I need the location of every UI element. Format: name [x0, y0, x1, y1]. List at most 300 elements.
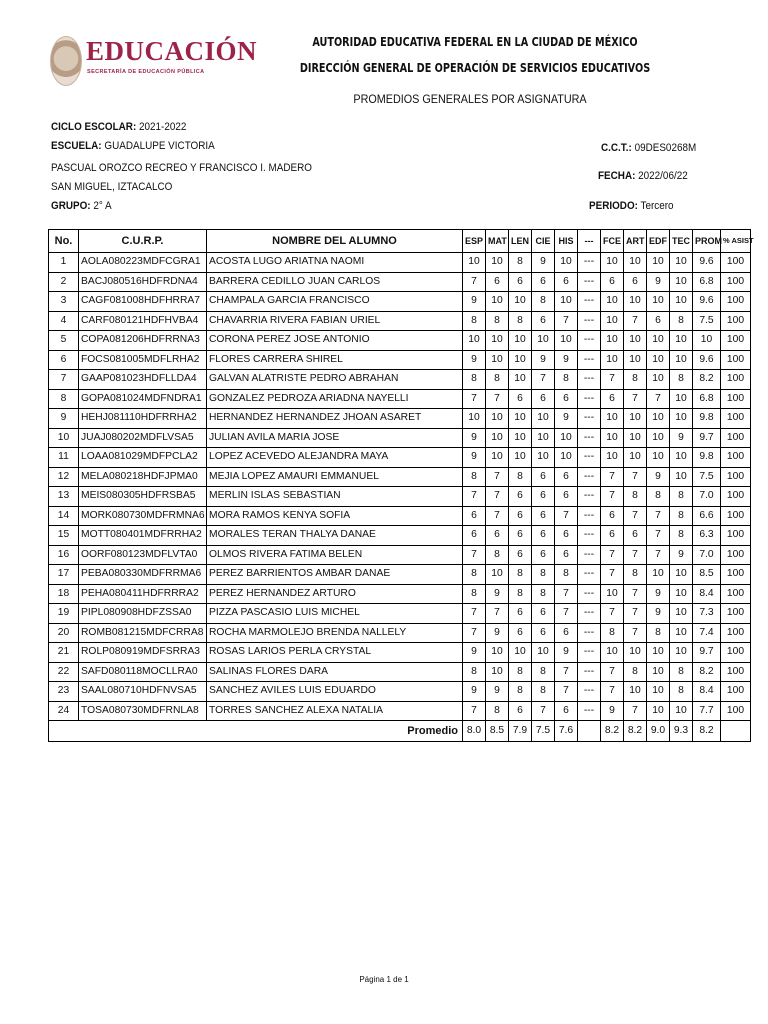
student-name-cell: ACOSTA LUGO ARIATNA NAOMI	[207, 253, 463, 273]
grupo-value: 2° A	[93, 200, 112, 212]
grade-cell: ---	[578, 643, 601, 663]
grade-cell: 7	[624, 623, 647, 643]
grade-cell: 8	[670, 682, 693, 702]
grade-cell: 10	[486, 565, 509, 585]
row-number: 3	[49, 292, 79, 312]
col-header: ART	[624, 230, 647, 253]
average-cell: 8.2	[624, 721, 647, 742]
grade-cell: 9	[555, 409, 578, 429]
grade-cell: 9	[463, 428, 486, 448]
grade-cell: 10	[555, 292, 578, 312]
grade-cell: 9	[601, 701, 624, 721]
table-row	[49, 370, 751, 390]
grade-cell: 9	[647, 272, 670, 292]
grade-cell: 6	[555, 467, 578, 487]
grade-cell: 8	[532, 292, 555, 312]
grade-cell: ---	[578, 467, 601, 487]
grade-cell: ---	[578, 623, 601, 643]
curp-cell: PEHA080411HDFRRRA2	[79, 584, 207, 604]
periodo-label: PERIODO:	[589, 200, 638, 212]
grade-cell: ---	[578, 682, 601, 702]
grade-cell: 10	[532, 331, 555, 351]
grade-cell: 100	[721, 311, 751, 331]
grade-cell: ---	[578, 428, 601, 448]
table-row	[49, 604, 751, 624]
grade-cell: 10	[647, 331, 670, 351]
student-name-cell: MERLIN ISLAS SEBASTIAN	[207, 487, 463, 507]
grade-cell: 100	[721, 370, 751, 390]
grade-cell: 6	[509, 701, 532, 721]
grade-cell: 7	[555, 584, 578, 604]
curp-cell: MEIS080305HDFRSBA5	[79, 487, 207, 507]
grade-cell: 6	[647, 311, 670, 331]
grade-cell: 10	[601, 428, 624, 448]
grade-cell: 7	[555, 604, 578, 624]
grade-cell: 10	[463, 253, 486, 273]
fecha-label: FECHA:	[598, 170, 636, 182]
ciclo-value: 2021-2022	[139, 121, 187, 133]
grade-cell: 10	[670, 448, 693, 468]
grade-cell: 7	[486, 604, 509, 624]
grade-cell: 7	[555, 662, 578, 682]
grade-cell: 9.6	[693, 292, 721, 312]
grade-cell: 8	[509, 682, 532, 702]
grade-cell: 100	[721, 389, 751, 409]
grade-cell: 100	[721, 448, 751, 468]
grade-cell: 9	[486, 623, 509, 643]
grade-cell: 10	[601, 311, 624, 331]
grade-cell: 7	[463, 604, 486, 624]
grade-cell: 7.5	[693, 467, 721, 487]
table-row	[49, 565, 751, 585]
average-cell: 9.3	[670, 721, 693, 742]
grade-cell: 6.8	[693, 389, 721, 409]
grade-cell: 100	[721, 662, 751, 682]
grade-cell: 10	[670, 350, 693, 370]
grade-cell: 8	[532, 682, 555, 702]
grade-cell: 10	[509, 370, 532, 390]
grade-cell: 6	[624, 526, 647, 546]
curp-cell: LOAA081029MDFPCLA2	[79, 448, 207, 468]
grade-cell: 9	[463, 643, 486, 663]
row-number: 16	[49, 545, 79, 565]
table-row	[49, 545, 751, 565]
row-number: 7	[49, 370, 79, 390]
grade-cell: 10	[670, 253, 693, 273]
col-header: NOMBRE DEL ALUMNO	[207, 230, 463, 253]
grade-cell: 8.2	[693, 662, 721, 682]
header-authority: AUTORIDAD EDUCATIVA FEDERAL EN LA CIUDAD DE MÉXICO	[312, 34, 638, 49]
grade-cell: 7	[601, 545, 624, 565]
grade-cell: 7	[647, 545, 670, 565]
grade-cell: 10	[670, 584, 693, 604]
table-row	[49, 253, 751, 273]
grade-cell: 8	[463, 662, 486, 682]
grade-cell: 100	[721, 350, 751, 370]
grade-cell: 100	[721, 526, 751, 546]
grade-cell: 6	[509, 487, 532, 507]
table-row	[49, 662, 751, 682]
grade-cell: 9.6	[693, 253, 721, 273]
grade-cell: ---	[578, 604, 601, 624]
grade-cell: 6	[532, 272, 555, 292]
col-header: EDF	[647, 230, 670, 253]
table-row	[49, 487, 751, 507]
grade-cell: 8	[532, 662, 555, 682]
report-title: PROMEDIOS GENERALES POR ASIGNATURA	[353, 92, 587, 106]
grade-cell: 10	[647, 448, 670, 468]
grade-cell: 9	[463, 682, 486, 702]
grade-cell: 10	[555, 331, 578, 351]
grade-cell: 6	[555, 272, 578, 292]
grade-cell: 8	[670, 311, 693, 331]
grade-cell: 7.4	[693, 623, 721, 643]
grade-cell: 6	[463, 526, 486, 546]
grade-cell: 10	[647, 253, 670, 273]
table-row	[49, 292, 751, 312]
row-number: 18	[49, 584, 79, 604]
grade-cell: 6	[532, 467, 555, 487]
grupo	[51, 200, 112, 212]
curp-cell: MELA080218HDFJPMA0	[79, 467, 207, 487]
row-number: 15	[49, 526, 79, 546]
grade-cell: 10	[670, 272, 693, 292]
col-header: ESP	[463, 230, 486, 253]
escuela-value: GUADALUPE VICTORIA	[104, 140, 215, 152]
student-name-cell: MORALES TERAN THALYA DANAE	[207, 526, 463, 546]
periodo-value: Tercero	[640, 200, 674, 212]
grade-cell: ---	[578, 389, 601, 409]
student-name-cell: OLMOS RIVERA FATIMA BELEN	[207, 545, 463, 565]
grade-cell: 10	[624, 331, 647, 351]
grade-cell: 7	[624, 604, 647, 624]
grade-cell: 8	[532, 584, 555, 604]
grade-cell: 8	[555, 565, 578, 585]
col-header: ---	[578, 230, 601, 253]
grade-cell: 7	[555, 682, 578, 702]
grade-cell: 7	[624, 506, 647, 526]
grade-cell: 10	[624, 409, 647, 429]
curp-cell: MOTT080401MDFRRHA2	[79, 526, 207, 546]
grade-cell: 10	[601, 643, 624, 663]
grade-cell: 7	[463, 487, 486, 507]
grade-cell: 100	[721, 253, 751, 273]
grade-cell: 100	[721, 565, 751, 585]
curp-cell: SAFD080118MOCLLRA0	[79, 662, 207, 682]
grade-cell: 9	[670, 545, 693, 565]
student-name-cell: GALVAN ALATRISTE PEDRO ABRAHAN	[207, 370, 463, 390]
address-line-2: SAN MIGUEL, IZTACALCO	[51, 181, 173, 193]
grade-cell: 7	[601, 682, 624, 702]
grade-cell: 8	[509, 565, 532, 585]
grade-cell: 6	[509, 506, 532, 526]
grade-cell: 10	[693, 331, 721, 351]
grade-cell: 6	[532, 623, 555, 643]
grade-cell: 6	[624, 272, 647, 292]
average-cell: 7.6	[555, 721, 578, 742]
curp-cell: ROLP080919MDFSRRA3	[79, 643, 207, 663]
grade-cell: 7	[463, 389, 486, 409]
row-number: 13	[49, 487, 79, 507]
curp-cell: TOSA080730MDFRNLA8	[79, 701, 207, 721]
cct-label: C.C.T.:	[601, 142, 632, 154]
mexico-seal-icon	[50, 36, 82, 86]
grade-cell: 10	[601, 292, 624, 312]
grade-cell: 7.0	[693, 545, 721, 565]
grade-cell: 7	[624, 545, 647, 565]
grades-table	[48, 229, 754, 742]
table-row	[49, 701, 751, 721]
curp-cell: CARF080121HDFHVBA4	[79, 311, 207, 331]
grade-cell: 10	[670, 701, 693, 721]
grade-cell: 10	[486, 331, 509, 351]
table-row	[49, 389, 751, 409]
grade-cell: 10	[647, 701, 670, 721]
grade-cell: 100	[721, 428, 751, 448]
grade-cell: 7	[486, 467, 509, 487]
grade-cell: 7.5	[693, 311, 721, 331]
table-row	[49, 526, 751, 546]
grade-cell: 7	[486, 389, 509, 409]
grade-cell: 100	[721, 331, 751, 351]
grade-cell: 6	[601, 526, 624, 546]
logo-word: EDUCACIÓN	[86, 36, 258, 66]
col-header: TEC	[670, 230, 693, 253]
average-cell: 8.2	[693, 721, 721, 742]
grade-cell: 10	[486, 448, 509, 468]
grade-cell: 100	[721, 292, 751, 312]
grade-cell: 10	[601, 331, 624, 351]
grade-cell: 10	[670, 389, 693, 409]
average-cell	[578, 721, 601, 742]
escuela	[51, 140, 215, 152]
grade-cell: ---	[578, 331, 601, 351]
grade-cell: 10	[532, 409, 555, 429]
row-number: 9	[49, 409, 79, 429]
grade-cell: 6	[601, 506, 624, 526]
grade-cell: 7	[486, 487, 509, 507]
grade-cell: 10	[601, 350, 624, 370]
row-number: 24	[49, 701, 79, 721]
grade-cell: 10	[555, 448, 578, 468]
grade-cell: 10	[624, 350, 647, 370]
grade-cell: 9	[647, 604, 670, 624]
grade-cell: 9.7	[693, 428, 721, 448]
grade-cell: ---	[578, 448, 601, 468]
grade-cell: 6	[532, 389, 555, 409]
table-row	[49, 350, 751, 370]
col-header: C.U.R.P.	[79, 230, 207, 253]
grade-cell: 8	[486, 370, 509, 390]
fecha-value: 2022/06/22	[638, 170, 688, 182]
student-name-cell: CORONA PEREZ JOSE ANTONIO	[207, 331, 463, 351]
student-name-cell: CHAMPALA GARCIA FRANCISCO	[207, 292, 463, 312]
grade-cell: 7	[463, 272, 486, 292]
grade-cell: 100	[721, 604, 751, 624]
grade-cell: 7.7	[693, 701, 721, 721]
grade-cell: 6	[509, 526, 532, 546]
grade-cell: 6	[532, 545, 555, 565]
row-number: 14	[49, 506, 79, 526]
page-number: Página 1 de 1	[359, 975, 409, 984]
curp-cell: FOCS081005MDFLRHA2	[79, 350, 207, 370]
grade-cell: 10	[647, 643, 670, 663]
student-name-cell: SALINAS FLORES DARA	[207, 662, 463, 682]
grade-cell: 10	[647, 565, 670, 585]
table-row	[49, 428, 751, 448]
header-direction: DIRECCIÓN GENERAL DE OPERACIÓN DE SERVICIOS EDUCATIVOS	[299, 60, 651, 75]
curp-cell: CAGF081008HDFHRRA7	[79, 292, 207, 312]
grade-cell: 7	[647, 506, 670, 526]
grade-cell: 7	[601, 565, 624, 585]
grade-cell: 6	[532, 487, 555, 507]
grade-cell: 7	[601, 487, 624, 507]
row-number: 4	[49, 311, 79, 331]
grade-cell: 9	[463, 350, 486, 370]
grade-cell: 100	[721, 506, 751, 526]
grade-cell: 6	[532, 604, 555, 624]
grade-cell: ---	[578, 487, 601, 507]
grade-cell: 7	[601, 604, 624, 624]
grade-cell: 10	[624, 643, 647, 663]
grade-cell: 7	[486, 506, 509, 526]
grade-cell: 6	[532, 311, 555, 331]
grade-cell: 8	[509, 467, 532, 487]
grade-cell: 6	[555, 623, 578, 643]
student-name-cell: MORA RAMOS KENYA SOFIA	[207, 506, 463, 526]
grade-cell: 10	[670, 292, 693, 312]
grade-cell: 6	[509, 272, 532, 292]
student-name-cell: FLORES CARRERA SHIREL	[207, 350, 463, 370]
grade-cell: 9	[670, 428, 693, 448]
grade-cell: 10	[509, 350, 532, 370]
grade-cell: 9	[647, 584, 670, 604]
grade-cell: 8	[532, 565, 555, 585]
grade-cell: 7	[624, 311, 647, 331]
grade-cell: 100	[721, 545, 751, 565]
escuela-label: ESCUELA:	[51, 140, 102, 152]
table-row	[49, 623, 751, 643]
student-name-cell: GONZALEZ PEDROZA ARIADNA NAYELLI	[207, 389, 463, 409]
grade-cell: ---	[578, 565, 601, 585]
grade-cell: 7	[555, 311, 578, 331]
curp-cell: MORK080730MDFRMNA6	[79, 506, 207, 526]
table-row	[49, 643, 751, 663]
curp-cell: ROMB081215MDFCRRA8	[79, 623, 207, 643]
grade-cell: ---	[578, 311, 601, 331]
curp-cell: OORF080123MDFLVTA0	[79, 545, 207, 565]
grade-cell: 10	[601, 253, 624, 273]
grade-cell: 7	[624, 701, 647, 721]
grade-cell: 6	[555, 545, 578, 565]
grade-cell: 8	[463, 565, 486, 585]
grade-cell: 9.6	[693, 350, 721, 370]
curp-cell: PEBA080330MDFRRMA6	[79, 565, 207, 585]
grade-cell: 8	[670, 487, 693, 507]
row-number: 1	[49, 253, 79, 273]
grade-cell: 100	[721, 701, 751, 721]
row-number: 2	[49, 272, 79, 292]
grade-cell: 9.7	[693, 643, 721, 663]
grade-cell: 10	[532, 448, 555, 468]
grade-cell: 10	[509, 428, 532, 448]
grade-cell: 9.8	[693, 448, 721, 468]
grade-cell: 6	[601, 272, 624, 292]
grade-cell: 10	[486, 643, 509, 663]
curp-cell: GAAP081023HDFLLDA4	[79, 370, 207, 390]
table-row	[49, 467, 751, 487]
grade-cell: 6	[463, 506, 486, 526]
grade-cell: 7	[463, 623, 486, 643]
row-number: 21	[49, 643, 79, 663]
table-row	[49, 409, 751, 429]
grade-cell: 10	[486, 253, 509, 273]
grade-cell: 10	[670, 565, 693, 585]
grade-cell: 10	[624, 292, 647, 312]
row-number: 22	[49, 662, 79, 682]
grade-cell: 8	[509, 311, 532, 331]
grade-cell: 7	[601, 467, 624, 487]
average-cell: 8.0	[463, 721, 486, 742]
grade-cell: 8	[601, 623, 624, 643]
grade-cell: 100	[721, 682, 751, 702]
grade-cell: 10	[647, 682, 670, 702]
student-name-cell: PIZZA PASCASIO LUIS MICHEL	[207, 604, 463, 624]
table-header-row	[49, 230, 751, 253]
col-header: No.	[49, 230, 79, 253]
fecha	[598, 170, 688, 182]
grade-cell: ---	[578, 545, 601, 565]
grade-cell: ---	[578, 701, 601, 721]
grade-cell: 7	[647, 526, 670, 546]
grade-cell: 6	[555, 526, 578, 546]
student-name-cell: TORRES SANCHEZ ALEXA NATALIA	[207, 701, 463, 721]
average-cell	[721, 721, 751, 742]
grade-cell: 6	[555, 487, 578, 507]
row-number: 6	[49, 350, 79, 370]
grade-cell: 8	[670, 370, 693, 390]
grade-cell: 10	[670, 643, 693, 663]
grade-cell: 8	[647, 623, 670, 643]
grade-cell: 8	[463, 584, 486, 604]
average-cell: 8.5	[486, 721, 509, 742]
grade-cell: 10	[647, 409, 670, 429]
student-name-cell: ROCHA MARMOLEJO BRENDA NALLELY	[207, 623, 463, 643]
grade-cell: 6.3	[693, 526, 721, 546]
student-name-cell: BARRERA CEDILLO JUAN CARLOS	[207, 272, 463, 292]
grade-cell: 10	[647, 350, 670, 370]
grade-cell: 8	[624, 487, 647, 507]
grade-cell: 8	[486, 311, 509, 331]
grade-cell: 6	[601, 389, 624, 409]
average-cell: 7.5	[532, 721, 555, 742]
grade-cell: 7	[624, 389, 647, 409]
student-name-cell: LOPEZ ACEVEDO ALEJANDRA MAYA	[207, 448, 463, 468]
grade-cell: 10	[532, 428, 555, 448]
grade-cell: 8.2	[693, 370, 721, 390]
curp-cell: PIPL080908HDFZSSA0	[79, 604, 207, 624]
grade-cell: 6	[486, 526, 509, 546]
col-header: PROM	[693, 230, 721, 253]
grade-cell: 6	[532, 506, 555, 526]
curp-cell: AOLA080223MDFCGRA1	[79, 253, 207, 273]
grade-cell: 10	[463, 409, 486, 429]
grade-cell: 8	[555, 370, 578, 390]
grade-cell: 8	[486, 545, 509, 565]
grade-cell: 8	[624, 662, 647, 682]
row-number: 17	[49, 565, 79, 585]
average-row	[49, 721, 751, 742]
